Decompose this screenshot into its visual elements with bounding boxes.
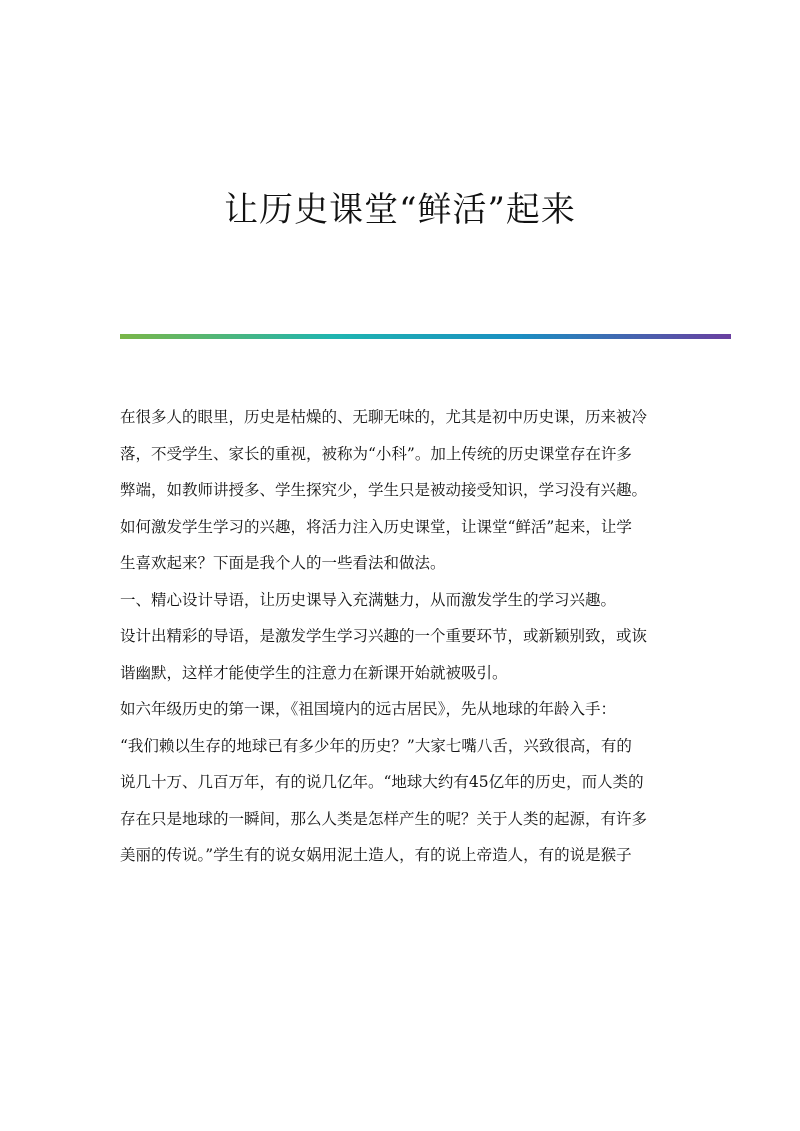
section-heading: 一、精心设计导语，让历史课导入充满魅力，从而激发学生的学习兴趣。: [120, 590, 617, 609]
body-line: 设计出精彩的导语，是激发学生学习兴趣的一个重要环节，或新颖别致，或诙: [120, 627, 648, 645]
body-line: 生喜欢起来？下面是我个人的一些看法和做法。: [120, 554, 446, 572]
body-line: 如何激发学生学习的兴趣，将活力注入历史课堂，让课堂“鲜活”起来，让学: [120, 517, 632, 536]
body-line: 说几十万、几百万年，有的说几亿年。“地球大约有45亿年的历史，而人类的: [120, 773, 644, 791]
body-line: 落，不受学生、家长的重视，被称为“小科”。加上传统的历史课堂存在许多: [120, 444, 632, 463]
body-line: “我们赖以生存的地球已有多少年的历史？”大家七嘴八舌，兴致很高，有的: [120, 736, 632, 755]
gradient-divider: [120, 334, 731, 339]
body-line: 存在只是地球的一瞬间，那么人类是怎样产生的呢？关于人类的起源，有许多: [120, 809, 648, 828]
body-line: 弊端，如教师讲授多、学生探究少，学生只是被动接受知识，学习没有兴趣。: [120, 481, 648, 499]
body-line: 美丽的传说。”学生有的说女娲用泥土造人，有的说上帝造人，有的说是猴子: [120, 846, 632, 864]
body-line: 在很多人的眼里，历史是枯燥的、无聊无味的，尤其是初中历史课，历来被冷: [120, 408, 648, 426]
body-line: 谐幽默，这样才能使学生的注意力在新课开始就被吸引。: [120, 663, 508, 682]
document-title: 让历史课堂“鲜活”起来: [224, 190, 576, 230]
body-line: 如六年级历史的第一课，《祖国境内的远古居民》，先从地球的年龄入手：: [120, 700, 617, 718]
document-body: [120, 399, 700, 874]
